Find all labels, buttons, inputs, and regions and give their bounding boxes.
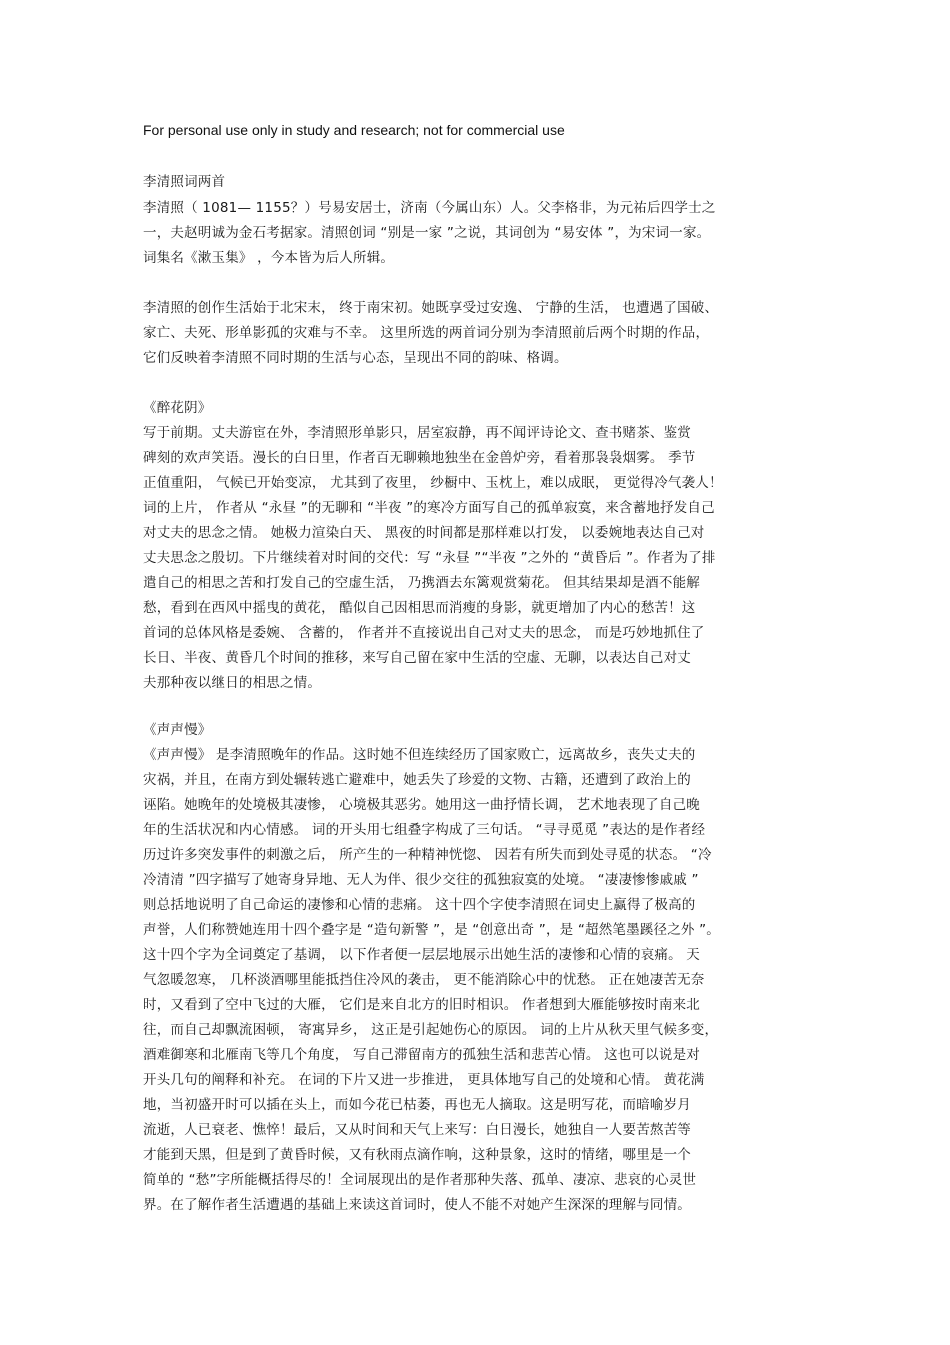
poem2-line: 流逝，人已衰老、憔悴！最后，又从时间和天气上来写：白日漫长，她独自一人要苦熬苦等 bbox=[143, 1122, 691, 1138]
poem2-line: 诬陷。她晚年的处境极其凄惨， 心境极其恶劣。她用这一曲抒情长调， 艺术地表现了自己晚 bbox=[143, 797, 700, 813]
poem1-line: 首词的总体风格是委婉、 含蓄的， 作者并不直接说出自己对丈夫的思念， 而是巧妙地抓住了 bbox=[143, 625, 705, 641]
poem2-line: 气忽暖忽寒， 几杯淡酒哪里能抵挡住冷风的袭击， 更不能消除心中的忧愁。 正在她凄苦无奈 bbox=[143, 972, 705, 988]
poem2-line: 历过许多突发事件的刺激之后， 所产生的一种精神恍惚、 因若有所失而到处寻觅的状态。 “冷 bbox=[143, 847, 712, 863]
poem1-line: 丈夫思念之殷切。下片继续着对时间的交代：写 “永昼 ”“半夜 ”之外的 “黄昏后 ”。作者为了排 bbox=[143, 550, 716, 566]
intro-line: 李清照（ 1081— 1155？）号易安居士，济南（今属山东）人。父李格非，为元祐后四学士之 bbox=[143, 200, 716, 216]
poem2-line: 地，当初盛开时可以插在头上，而如今花已枯萎，再也无人摘取。这是明写花，而暗喻岁月 bbox=[143, 1097, 691, 1113]
intro-line: 词集名《漱玉集》 ，今本皆为后人所辑。 bbox=[143, 250, 395, 266]
poem2-line: 灾祸，并且，在南方到处辗转逃亡避难中，她丢失了珍爱的文物、古籍，还遭到了政治上的 bbox=[143, 772, 691, 788]
poem2-line: 酒难御寒和北雁南飞等几个角度， 写自己滞留南方的孤独生活和悲苦心情。 这也可以说是对 bbox=[143, 1047, 700, 1063]
overview-line: 它们反映着李清照不同时期的生活与心态，呈现出不同的韵味、格调。 bbox=[143, 350, 568, 366]
poem1-line: 对丈夫的思念之情。 她极力渲染白天、 黑夜的时间都是那样难以打发， 以委婉地表达自己对 bbox=[143, 525, 705, 541]
poem2-line: 往，而自己却飘流困顿， 寄寓异乡， 这正是引起她伤心的原因。 词的上片从秋天里气候多变， bbox=[143, 1022, 719, 1038]
poem2-line: 时，又看到了空中飞过的大雁， 它们是来自北方的旧时相识。 作者想到大雁能够按时南来北 bbox=[143, 997, 700, 1013]
poem2-line: 年的生活状况和内心情感。 词的开头用七组叠字构成了三句话。 “寻寻觅觅 ”表达的是作者经 bbox=[143, 822, 706, 838]
poem1-line: 词的上片， 作者从 “永昼 ”的无聊和 “半夜 ”的寒冷方面写自己的孤单寂寞，来含蓄地抒发自己 bbox=[143, 500, 715, 516]
poem2-line: 声誉，人们称赞她连用十四个叠字是 “造句新警 ”，是 “创意出奇 ”，是 “超然笔墨蹊径之外 ”。 bbox=[143, 922, 721, 938]
overview-line: 家亡、夫死、形单影孤的灾难与不幸。 这里所选的两首词分别为李清照前后两个时期的作品， bbox=[143, 325, 710, 341]
intro-line: 一，夫赵明诚为金石考据家。清照创词 “别是一家 ”之说，其词创为 “易安体 ”，为宋词一家。 bbox=[143, 225, 711, 241]
poem1-line: 遣自己的相思之苦和打发自己的空虚生活， 乃携酒去东篱观赏菊花。 但其结果却是酒不能解 bbox=[143, 575, 700, 591]
poem2-line: 简单的 “愁”字所能概括得尽的！全词展现出的是作者那种失落、孤单、凄凉、悲哀的心灵世 bbox=[143, 1172, 697, 1188]
poem2-line: 这十四个字为全词奠定了基调， 以下作者便一层层地展示出她生活的凄惨和心情的哀痛。 天 bbox=[143, 947, 700, 963]
document-title: 李清照词两首 bbox=[143, 174, 226, 190]
usage-notice: For personal use only in study and research; not for commercial use bbox=[143, 122, 565, 138]
poem2-line: 才能到天黑，但是到了黄昏时候，又有秋雨点滴作响，这种景象，这时的情绪，哪里是一个 bbox=[143, 1147, 691, 1163]
poem1-line: 写于前期。丈夫游宦在外，李清照形单影只，居室寂静，再不闻评诗论文、查书赌茶、鉴赏 bbox=[143, 425, 691, 441]
poem2-line: 《声声慢》 是李清照晚年的作品。这时她不但连续经历了国家败亡，远离故乡，丧失丈夫的 bbox=[143, 747, 696, 763]
poem1-line: 长日、半夜、黄昏几个时间的推移，来写自己留在家中生活的空虚、无聊，以表达自己对丈 bbox=[143, 650, 691, 666]
poem1-line: 正值重阳， 气候已开始变凉， 尤其到了夜里， 纱橱中、玉枕上，难以成眠， 更觉得冷气袭人！ bbox=[143, 475, 723, 491]
poem1-line: 碑刻的欢声笑语。漫长的白日里，作者百无聊赖地独坐在金兽炉旁，看着那袅袅烟雾。 季节 bbox=[143, 450, 696, 466]
poem1-heading: 《醉花阴》 bbox=[143, 400, 212, 416]
poem2-line: 冷清清 ”四字描写了她寄身异地、无人为伴、很少交往的孤独寂寞的处境。 “凄凄惨惨戚戚 ” bbox=[143, 872, 699, 888]
poem1-line: 愁，看到在西风中摇曳的黄花， 酷似自己因相思而消瘦的身影，就更增加了内心的愁苦！这 bbox=[143, 600, 696, 616]
poem2-line: 界。在了解作者生活遭遇的基础上来读这首词时，使人不能不对她产生深深的理解与同情。 bbox=[143, 1197, 691, 1213]
poem2-heading: 《声声慢》 bbox=[143, 722, 212, 738]
poem2-line: 则总括地说明了自己命运的凄惨和心情的悲痛。 这十四个字使李清照在词史上赢得了极高的 bbox=[143, 897, 696, 913]
overview-line: 李清照的创作生活始于北宋末， 终于南宋初。她既享受过安逸、 宁静的生活， 也遭遇了国破、 bbox=[143, 300, 719, 316]
poem1-line: 夫那种夜以继日的相思之情。 bbox=[143, 675, 322, 691]
poem2-line: 开头几句的阐释和补充。 在词的下片又进一步推进， 更具体地写自己的处境和心情。 黄花满 bbox=[143, 1072, 705, 1088]
